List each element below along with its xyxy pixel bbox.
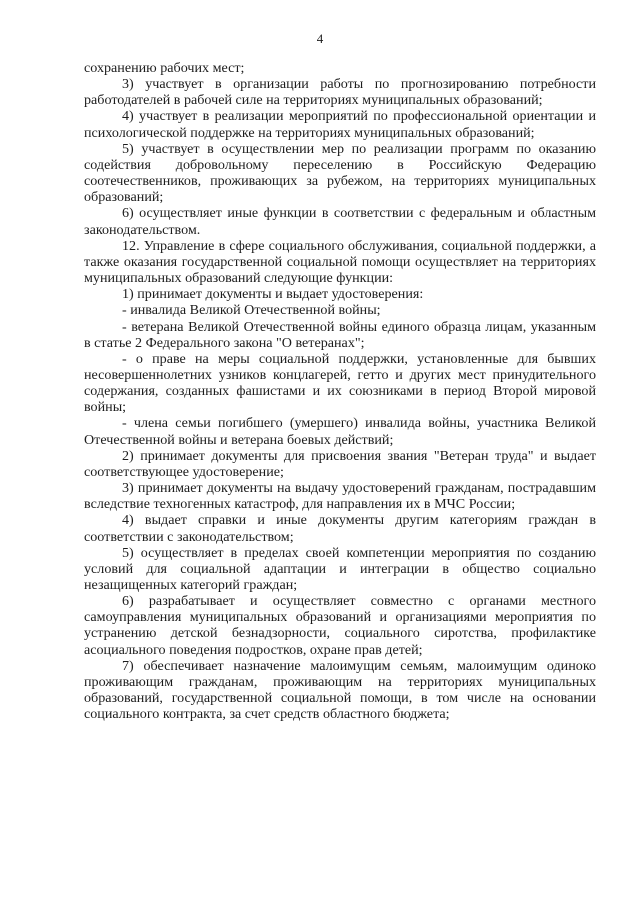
- paragraph: 6) разрабатывает и осуществляет совместно с органами местного самоуправления муниципальных образований и организациями мероприятия по устранению детской безнадзорности, социального сиротства, профилактике асоциального поведения подростков, охране прав детей;: [84, 593, 596, 658]
- page-number: 4: [316, 31, 324, 46]
- paragraph: 3) участвует в организации работы по прогнозированию потребности работодателей в рабочей силе на территориях муниципальных образований;: [84, 76, 596, 109]
- paragraph: - инвалида Великой Отечественной войны;: [122, 302, 381, 319]
- paragraph: 5) участвует в осуществлении мер по реализации программ по оказанию содействия добровольному переселению в Российскую Федерацию соотечественников, проживающих за рубежом, на территориях муниципальных образований;: [84, 140, 596, 206]
- paragraph: 4) участвует в реализации мероприятий по профессиональной ориентации и психологической поддержке на территориях муниципальных образований;: [84, 108, 596, 141]
- paragraph: 4) выдает справки и иные документы другим категориям граждан в соответствии с законодательством;: [84, 512, 596, 545]
- paragraph: - ветерана Великой Отечественной войны единого образца лицам, указанным в статье 2 Федерального закона "О ветеранах";: [84, 318, 596, 351]
- paragraph: - члена семьи погибшего (умершего) инвалида войны, участника Великой Отечественной войны и ветерана боевых действий;: [84, 415, 596, 448]
- paragraph: 5) осуществляет в пределах своей компетенции мероприятия по созданию условий для социальной адаптации и интеграции в общество социально незащищенных категорий граждан;: [84, 544, 596, 593]
- paragraph: 2) принимает документы для присвоения звания "Ветеран труда" и выдает соответствующее удостоверение;: [84, 447, 596, 480]
- document-body: [84, 60, 596, 722]
- paragraph: 12. Управление в сфере социального обслуживания, социальной поддержки, а также оказания государственной социальной помощи осуществляет на территориях муниципальных образований следующие функции:: [84, 237, 596, 287]
- paragraph: 3) принимает документы на выдачу удостоверений гражданам, пострадавшим вследствие техногенных катастроф, для направления их в МЧС России;: [84, 480, 596, 513]
- paragraph-continuation: сохранению рабочих мест;: [84, 60, 245, 76]
- paragraph: 6) осуществляет иные функции в соответствии с федеральным и областным законодательством.: [84, 205, 596, 238]
- paragraph: 7) обеспечивает назначение малоимущим семьям, малоимущим одиноко проживающим гражданам, проживающим на территориях муниципальных образований, государственной социальной помощи, в том числе на основании социального контракта, за счет средств областного бюджета;: [84, 657, 596, 723]
- paragraph: - о праве на меры социальной поддержки, установленные для бывших несовершеннолетних узников концлагерей, гетто и других мест принудительного содержания, созданных фашистами и их союзниками в период Второй мировой войны;: [84, 350, 596, 416]
- paragraph: 1) принимает документы и выдает удостоверения:: [122, 286, 424, 303]
